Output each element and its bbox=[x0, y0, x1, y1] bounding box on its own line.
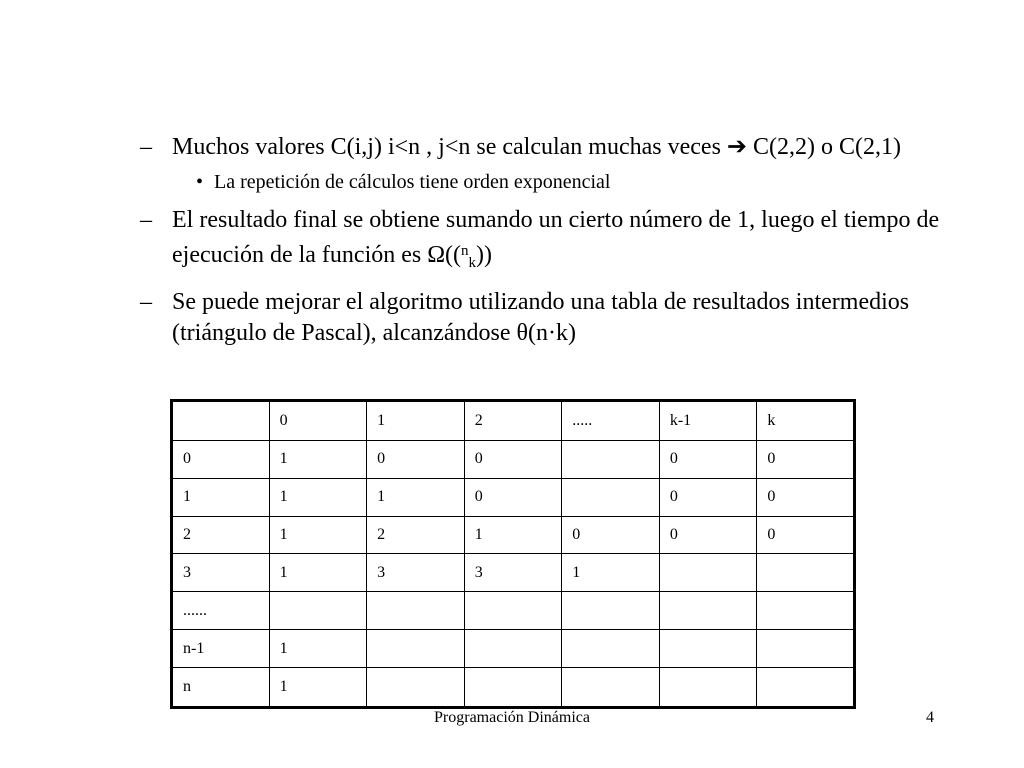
table-cell bbox=[269, 592, 367, 630]
table-cell: 0 bbox=[659, 516, 757, 554]
bullet-text-end: )) bbox=[476, 242, 493, 268]
table-cell bbox=[367, 592, 465, 630]
table-cell bbox=[562, 440, 660, 478]
bullet-item-improve-algorithm bbox=[140, 287, 950, 349]
bullet-list bbox=[140, 132, 950, 357]
bullet-text: Se puede mejorar el algoritmo utilizando una tabla de resultados intermedios (triángulo de Pascal), alcanzándose θ(n·k) bbox=[172, 289, 910, 346]
table-cell: 1 bbox=[367, 478, 465, 516]
table-cell bbox=[562, 668, 660, 708]
bullet-text: El resultado final se obtiene sumando un cierto número de 1, luego el tiempo de ejecución de la función es Ω(( bbox=[172, 207, 940, 268]
table-cell: 1 bbox=[269, 516, 367, 554]
table-cell: 0 bbox=[464, 478, 562, 516]
dash-marker: – bbox=[140, 289, 152, 315]
table-header-row bbox=[172, 401, 855, 441]
pascal-triangle-table bbox=[170, 399, 856, 709]
table-cell bbox=[757, 592, 855, 630]
table-cell bbox=[659, 668, 757, 708]
table-cell bbox=[464, 630, 562, 668]
table-row bbox=[172, 516, 855, 554]
bullet-text: Muchos valores C(i,j) i<n , j<n se calculan muchas veces bbox=[172, 134, 727, 160]
sub-bullet-exponential bbox=[140, 169, 950, 195]
table-cell: 0 bbox=[562, 516, 660, 554]
dash-marker: – bbox=[140, 207, 152, 233]
table-cell: 0 bbox=[464, 440, 562, 478]
footer-title: Programación Dinámica bbox=[434, 709, 590, 726]
table-cell: k bbox=[757, 401, 855, 441]
table-cell: 0 bbox=[659, 440, 757, 478]
dot-marker: • bbox=[196, 171, 204, 193]
table-cell: 3 bbox=[464, 554, 562, 592]
table-cell bbox=[757, 668, 855, 708]
table-row bbox=[172, 668, 855, 708]
table-cell bbox=[172, 401, 270, 441]
table-cell bbox=[367, 630, 465, 668]
table-cell: ..... bbox=[562, 401, 660, 441]
sub-bullet-text: La repetición de cálculos tiene orden exponencial bbox=[214, 171, 611, 193]
table-cell bbox=[562, 630, 660, 668]
table-cell: 1 bbox=[269, 440, 367, 478]
table-row bbox=[172, 554, 855, 592]
table-cell: 0 bbox=[757, 516, 855, 554]
table-cell: 1 bbox=[367, 401, 465, 441]
table-cell: 1 bbox=[269, 478, 367, 516]
table-cell: 2 bbox=[367, 516, 465, 554]
table-cell: 3 bbox=[367, 554, 465, 592]
table-cell: 1 bbox=[562, 554, 660, 592]
table-cell bbox=[757, 630, 855, 668]
table-cell: 0 bbox=[757, 478, 855, 516]
table-cell: 2 bbox=[172, 516, 270, 554]
table-row bbox=[172, 440, 855, 478]
arrow-icon: ➔ bbox=[726, 134, 748, 160]
table-cell: 3 bbox=[172, 554, 270, 592]
table-cell bbox=[757, 554, 855, 592]
table-cell: n-1 bbox=[172, 630, 270, 668]
bullet-item-final-result bbox=[140, 205, 950, 279]
subscript-k: k bbox=[468, 255, 477, 271]
dash-marker: – bbox=[140, 134, 152, 160]
bullet-item-repeated-values bbox=[140, 132, 950, 163]
table-cell bbox=[562, 478, 660, 516]
table-cell: 1 bbox=[172, 478, 270, 516]
table-cell: 0 bbox=[659, 478, 757, 516]
superscript-n: n bbox=[461, 243, 469, 259]
table-row bbox=[172, 630, 855, 668]
table-cell: 2 bbox=[464, 401, 562, 441]
table-cell: 0 bbox=[172, 440, 270, 478]
table-cell bbox=[659, 630, 757, 668]
table-cell bbox=[464, 668, 562, 708]
table-cell bbox=[464, 592, 562, 630]
table-cell bbox=[659, 554, 757, 592]
table-cell bbox=[659, 592, 757, 630]
table-cell: 1 bbox=[269, 668, 367, 708]
table-cell bbox=[367, 668, 465, 708]
table-cell: 0 bbox=[757, 440, 855, 478]
bullet-text-end: C(2,2) o C(2,1) bbox=[747, 134, 902, 160]
table-cell: k-1 bbox=[659, 401, 757, 441]
table-cell: 1 bbox=[269, 554, 367, 592]
table-cell: 1 bbox=[464, 516, 562, 554]
table-cell: 0 bbox=[269, 401, 367, 441]
table-cell: n bbox=[172, 668, 270, 708]
table-row bbox=[172, 592, 855, 630]
table-row bbox=[172, 478, 855, 516]
table-cell: 0 bbox=[367, 440, 465, 478]
table-cell bbox=[562, 592, 660, 630]
table-cell: ...... bbox=[172, 592, 270, 630]
table-cell: 1 bbox=[269, 630, 367, 668]
page-number: 4 bbox=[926, 709, 934, 726]
